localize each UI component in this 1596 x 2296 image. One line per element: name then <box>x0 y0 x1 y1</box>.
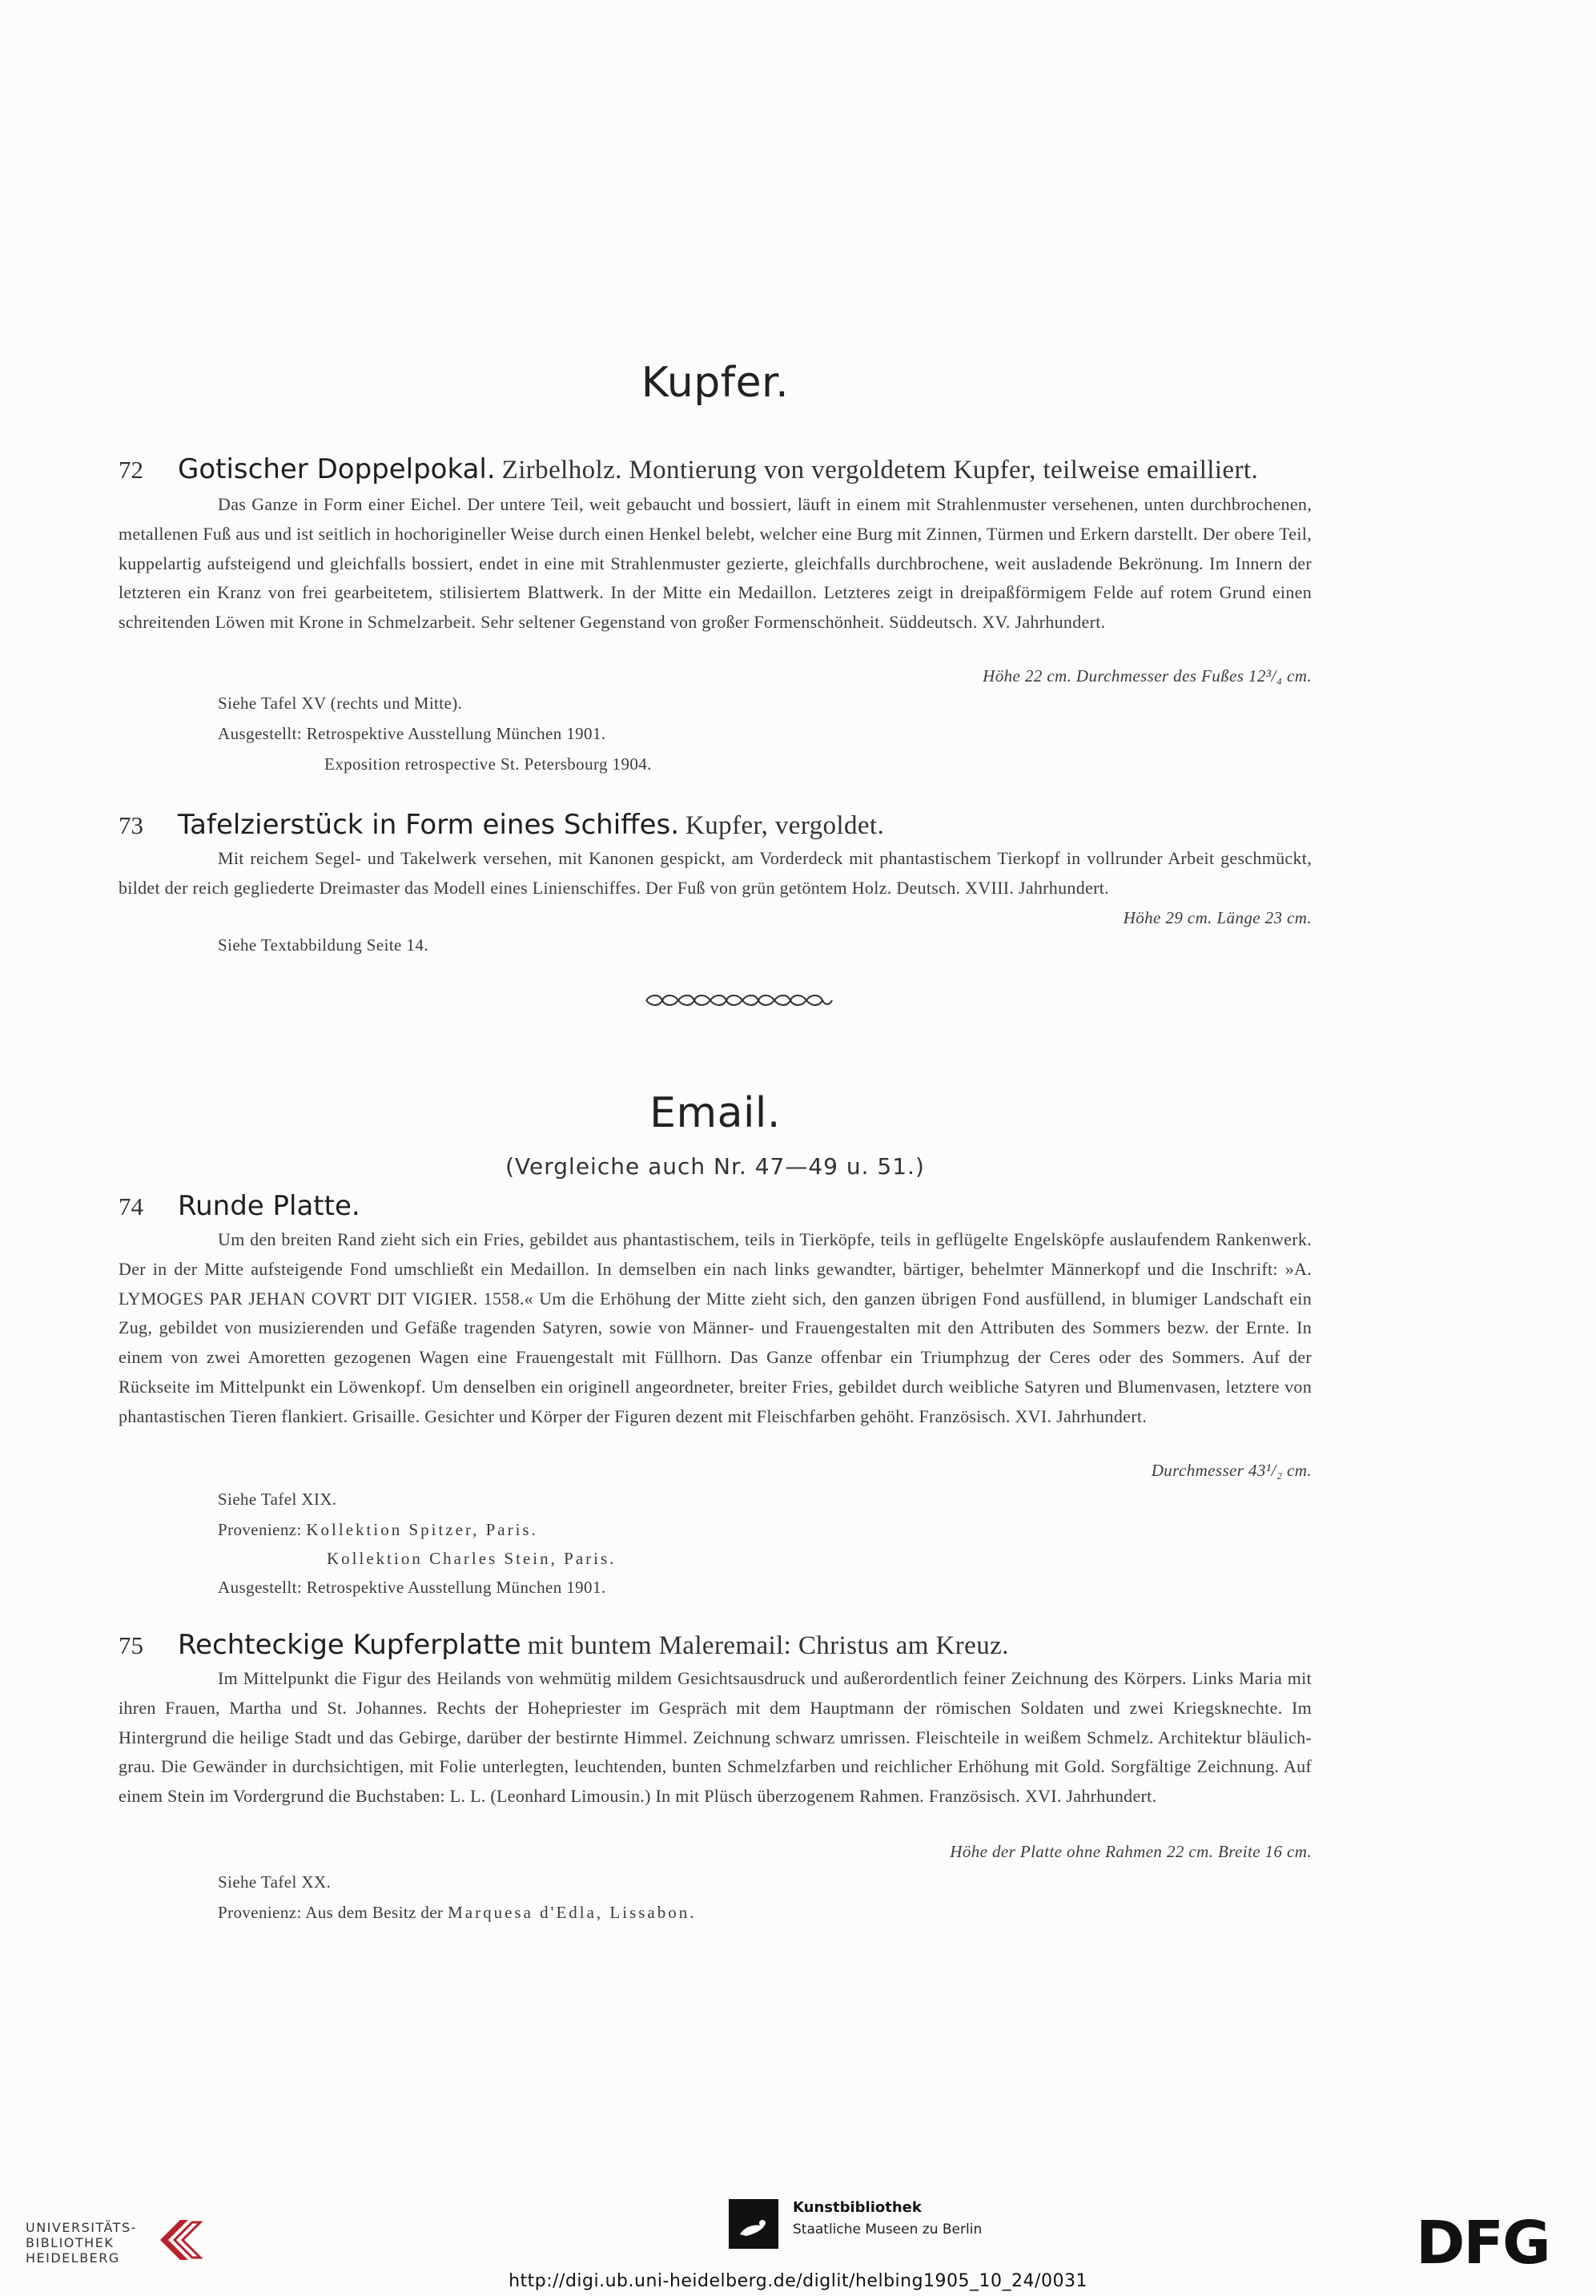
entry-74-exhibited: Ausgestellt: Retrospektive Ausstellung München 1901. <box>218 1578 606 1597</box>
kunstbibliothek-logo-icon[interactable] <box>729 2199 778 2249</box>
entry-72-exhibited: Ausgestellt: Retrospektive Ausstellung München 1901. <box>218 724 606 743</box>
entry-74-heading <box>119 1190 1312 1222</box>
page-footer <box>0 2194 1596 2296</box>
provenance-value: Marquesa d'Edla, Lissabon. <box>448 1903 697 1922</box>
university-library-emblem-icon <box>152 2212 208 2268</box>
entry-74-provenance-2: Kollektion Charles Stein, Paris. <box>327 1549 617 1568</box>
entry-75-description <box>119 1664 1312 1811</box>
description-text: Im Mittelpunkt die Figur des Heilands von wehmütig mildem Gesichtsausdruck und außerordentlich feiner Zeichnung des Körpers. Links Maria mit ihren Frauen, Martha und St. Johannes. Rechts der Hohepriester im Gespräch mit dem Hauptmann der römischen Soldaten und zwei Kriegsknechte. Im Hintergrund die heilige Stadt und das Gebirge, darüber der bestirnte Himmel. Zeichnung schwarz umrissen. Fleischteile in weißem Schmelz. Architektur bläulich-grau. Die Gewänder in durchsichtigen, mit Folie unterlegten, leuchtenden, bunten Schmelzfarben und reichlicher Erhöhung mit Gold. Sorgfältige Zeichnung. Auf einem Stein im Vordergrund die Buchstaben: L. L. (Leonhard Limousin.) In mit Plüsch überzogenem Rahmen. Französisch. XVI. Jahrhundert. <box>119 1668 1312 1807</box>
entry-72-description <box>119 490 1312 637</box>
entry-72-heading <box>119 453 1312 485</box>
entry-number: 73 <box>119 811 143 839</box>
entry-72-exhibited-2: Exposition retrospective St. Petersbourg 1904. <box>324 754 652 774</box>
entry-title: Runde Platte. <box>178 1190 360 1222</box>
entry-75-heading <box>119 1629 1312 1661</box>
entry-number: 75 <box>119 1631 143 1659</box>
entry-title: Rechteckige Kupferplatte <box>178 1629 521 1661</box>
provenance-label: Provenienz: Aus dem Besitz der <box>218 1903 444 1922</box>
section-subtitle-email: (Vergleiche auch Nr. 47—49 u. 51.) <box>505 1153 925 1180</box>
provenance-label: Provenienz: <box>218 1520 302 1539</box>
provenance-value: Kollektion Spitzer, Paris. <box>306 1520 538 1539</box>
entry-number: 72 <box>119 456 143 484</box>
entry-73-heading <box>119 809 1312 841</box>
university-library-name: UNIVERSITÄTS- BIBLIOTHEK HEIDELBERG <box>26 2220 137 2266</box>
entry-73-description <box>119 844 1312 903</box>
entry-74-description <box>119 1225 1312 1432</box>
kunstbibliothek-title: Kunstbibliothek <box>793 2199 922 2216</box>
kunstbibliothek-subtitle: Staatliche Museen zu Berlin <box>793 2222 983 2238</box>
ornament-divider <box>643 993 835 1007</box>
entry-title: Gotischer Doppelpokal. <box>178 453 496 485</box>
entry-75-provenance <box>218 1903 697 1923</box>
description-text: Mit reichem Segel- und Takelwerk versehen, mit Kanonen gespickt, am Vorderdeck mit phantastischem Tierkopf in vollrunder Arbeit geschmückt, bildet der reich gegliederte Dreimaster das Modell eines Linienschiffes. Der Fuß von grün getöntem Holz. Deutsch. XVIII. Jahrhundert. <box>119 848 1312 898</box>
section-title-kupfer: Kupfer. <box>641 359 790 407</box>
entry-74-plate-ref: Siehe Tafel XIX. <box>218 1490 337 1509</box>
entry-material: Zirbelholz. Montierung von vergoldetem Kupfer, teilweise emailliert. <box>501 456 1259 485</box>
entry-75-measurements: Höhe der Platte ohne Rahmen 22 cm. Breite 16 cm. <box>950 1842 1312 1861</box>
entry-75-plate-ref: Siehe Tafel XX. <box>218 1872 332 1892</box>
dfg-logo[interactable]: DFG <box>1416 2209 1550 2278</box>
entry-72-measurements: Höhe 22 cm. Durchmesser des Fußes 12³/₄ cm. <box>983 666 1312 686</box>
source-url-link[interactable]: http://digi.ub.uni-heidelberg.de/diglit/helbing1905_10_24/0031 <box>509 2271 1087 2291</box>
description-text: Das Ganze in Form einer Eichel. Der untere Teil, weit gebaucht und bossiert, läuft in einem mit Strahlenmuster versehenen, unten durchbrochenen, metallenen Fuß aus und ist seitlich in hochorigineller Weise durch einen Henkel belebt, welcher eine Burg mit Zinnen, Türmen und Erkern darstellt. Der obere Teil, kuppelartig aufsteigend und gleichfalls bossiert, endet in eine mit Strahlenmuster gezierte, gleichfalls durchbrochene, weit ausladende Bekrönung. Im Innern der letzteren ein Kranz von frei gearbeitetem, stilisiertem Blattwerk. In der Mitte ein Medaillon. Letzteres zeigt in dreipaßförmigem Felde auf rotem Grund einen schreitenden Löwen mit Krone in Schmelzarbeit. Sehr seltener Gegenstand von großer Formenschönheit. Süddeutsch. XV. Jahrhundert. <box>119 494 1312 633</box>
entry-title: Tafelzierstück in Form eines Schiffes. <box>178 809 680 841</box>
entry-72-plate-ref: Siehe Tafel XV (rechts und Mitte). <box>218 694 463 713</box>
entry-material: Kupfer, vergoldet. <box>685 811 885 840</box>
entry-74-provenance <box>218 1520 538 1540</box>
university-library-logo[interactable] <box>24 2194 208 2266</box>
entry-material: mit buntem Maleremail: Christus am Kreuz. <box>527 1631 1009 1660</box>
entry-73-text-figure-ref: Siehe Textabbildung Seite 14. <box>218 935 428 955</box>
entry-number: 74 <box>119 1192 143 1220</box>
entry-73-measurements: Höhe 29 cm. Länge 23 cm. <box>1123 908 1312 927</box>
entry-74-measurements: Durchmesser 43¹/₂ cm. <box>1151 1461 1312 1480</box>
description-text: Um den breiten Rand zieht sich ein Fries, gebildet aus phantastischem, teils in Tierköpfe, teils in geflügelte Engelsköpfe auslaufendem Rankenwerk. Der in der Mitte aufsteigende Fond umschließt ein Medaillon. In demselben ein nach links gewandter, bärtiger, behelmter Männerkopf und die Inschrift: »A. LYMOGES PAR JEHAN COVRT DIT VIGIER. 1558.« Um die Erhöhung der Mitte zieht sich, den ganzen übrigen Fond ausfüllend, in blumiger Landschaft ein Zug, gebildet von musizierenden und Gefäße tragenden Satyren, sowie von Männer- und Frauengestalten mit den Attributen des Sommers bezw. der Ernte. In einem von zwei Amoretten gezogenen Wagen eine Frauengestalt mit Füllhorn. Das Ganze offenbar ein Triumphzug der Ceres oder des Sommers. Auf der Rückseite im Mittelpunkt ein Löwenkopf. Um denselben ein originell angeordneter, breiter Fries, gebildet durch weibliche Satyren und Blumenvasen, letztere von phantastischen Tieren flankiert. Grisaille. Gesichter und Körper der Figuren dezent mit Fleischfarben gehöht. Französisch. XVI. Jahrhundert. <box>119 1229 1312 1426</box>
section-title-email: Email. <box>649 1089 781 1137</box>
